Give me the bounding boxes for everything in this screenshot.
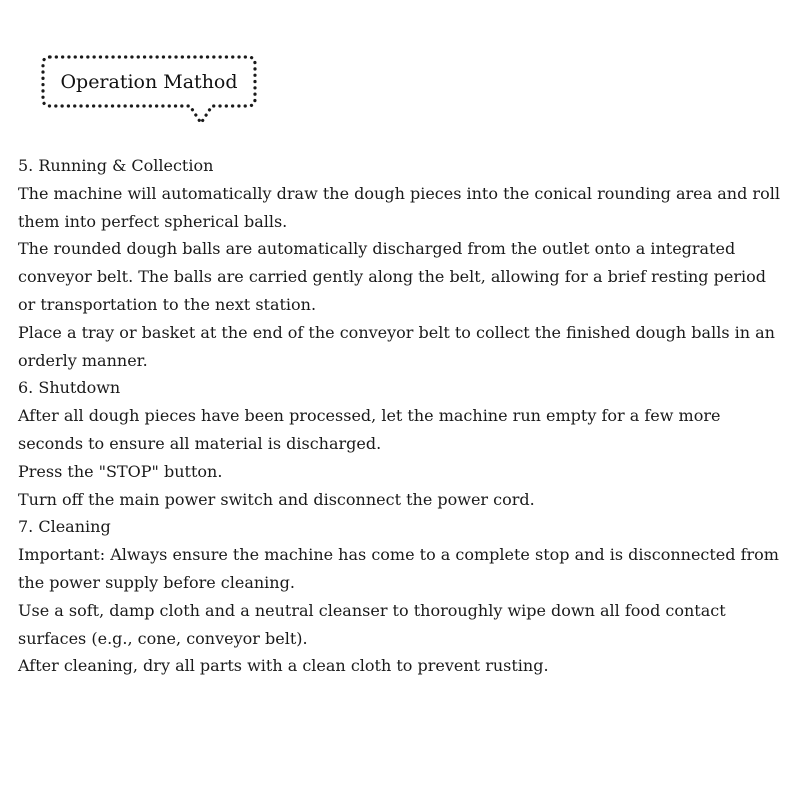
paragraph: Use a soft, damp cloth and a neutral cleanser to thoroughly wipe down all food contact surfaces (e.g., cone, conveyor belt). — [18, 600, 726, 648]
paragraph: The machine will automatically draw the dough pieces into the conical rounding area and roll them into perfect spherical balls. — [18, 183, 780, 231]
page-title: Operation Mathod — [60, 71, 238, 93]
section-heading-cleaning: 7. Cleaning — [18, 517, 111, 537]
paragraph: After all dough pieces have been processed, let the machine run empty for a few more seconds to ensure all material is discharged. — [18, 406, 721, 453]
instructions-body — [18, 152, 788, 680]
section-heading-running-collection: 5. Running & Collection — [18, 156, 214, 175]
paragraph: Important: Always ensure the machine has come to a complete stop and is disconnected from the power supply before cleaning. — [18, 545, 779, 592]
title-callout — [40, 55, 258, 130]
paragraph: Place a tray or basket at the end of the conveyor belt to collect the finished dough balls in an orderly manner. — [18, 322, 775, 370]
paragraph: The rounded dough balls are automatically discharged from the outlet onto a integrated conveyor belt. The balls are carried gently along the belt, allowing for a brief resting period or transportation to the next station. — [18, 239, 766, 314]
paragraph: Turn off the main power switch and disconnect the power cord. — [18, 489, 535, 509]
paragraph: After cleaning, dry all parts with a clean cloth to prevent rusting. — [18, 656, 549, 676]
paragraph: Press the "STOP" button. — [18, 461, 223, 481]
section-heading-shutdown: 6. Shutdown — [18, 378, 121, 398]
